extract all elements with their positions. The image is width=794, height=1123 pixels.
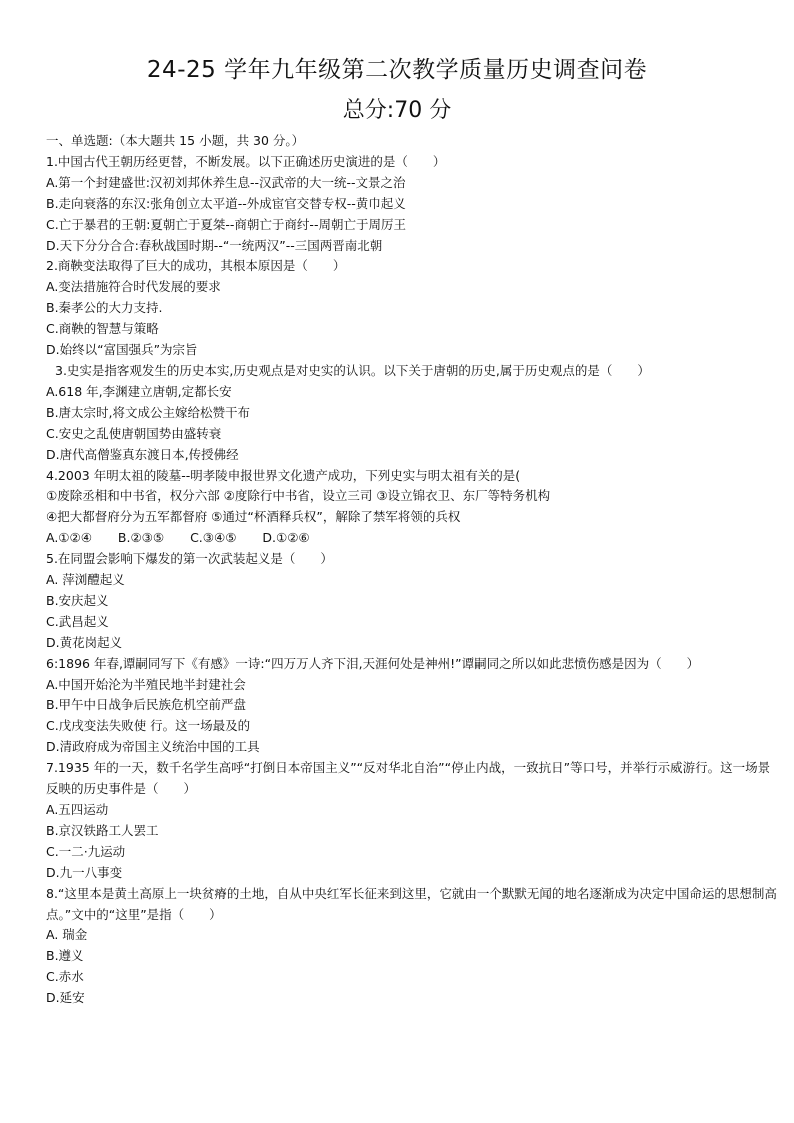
option-d: D.黄花岗起义	[46, 634, 123, 650]
option-a: A. 瑞金	[46, 927, 88, 943]
option-a: A. 萍浏醴起义	[46, 572, 125, 588]
option-d: D.始终以“富国强兵”为宗旨	[46, 342, 198, 358]
option-b: B.京汉铁路工人罢工	[46, 822, 159, 838]
question-2	[46, 256, 781, 361]
option-a: A.五四运动	[46, 802, 109, 817]
option-b: B.唐太宗时,将文成公主嫁给松赞干布	[46, 404, 251, 420]
question-7	[46, 758, 781, 883]
option-b: B.安庆起义	[46, 592, 109, 608]
question-stem: 4.2003 年明太祖的陵墓--明孝陵申报世界文化遗产成功，下列史实与明太祖有关的是(	[46, 467, 521, 483]
option-b: B.甲午中日战争后民族危机空前严盘	[46, 697, 247, 713]
question-4	[46, 466, 781, 550]
section-heading: 一、单选题:（本大题共 15 小题，共 30 分。）	[46, 133, 305, 148]
option-c: C.戊戌变法失败使 行。这一场最及的	[46, 718, 251, 734]
option-d: D.清政府成为帝国主义统治中国的工具	[46, 739, 260, 755]
total-score: 总分:70 分	[342, 98, 452, 123]
statement-line: ④把大都督府分为五军都督府 ⑤通过“杯酒释兵权”，解除了禁军将领的兵权	[46, 509, 461, 525]
option-c: C.安史之乱使唐朝国势由盛转衰	[46, 425, 222, 441]
exam-content	[46, 131, 781, 1009]
question-8	[46, 884, 781, 1009]
question-stem: 5.在同盟会影响下爆发的第一次武装起义是（ ）	[46, 551, 333, 567]
option-c: C.亡于暴君的王朝:夏朝亡于夏桀--商朝亡于商纣--周朝亡于周厉王	[46, 216, 406, 232]
option-b: B.秦孝公的大力支持.	[46, 300, 163, 316]
option-c: C.一二·九运动	[46, 843, 126, 859]
option-c: C.赤水	[46, 969, 84, 985]
question-stem: 3.史实是指客观发生的历史本实,历史观点是对史实的认识。以下关于唐朝的历史,属于历史观点的是（ ）	[55, 362, 650, 378]
question-stem: 8.“这里本是黄土高原上一块贫瘠的土地，自从中央红军长征来到这里，它就由一个默默无闻的地名逐渐成为决定中国命运的思想制高点。”文中的“这里”是指（ ）	[46, 885, 777, 922]
option-b: B.走向衰落的东汉:张角创立太平道--外成宦官交替专权--黄巾起义	[46, 195, 406, 211]
question-6	[46, 654, 781, 759]
option-a: A.变法措施符合时代发展的要求	[46, 279, 221, 295]
choice-d: D.①②⑥	[262, 530, 310, 546]
question-stem: 2.商鞅变法取得了巨大的成功，其根本原因是（ ）	[46, 258, 346, 274]
choice-c: C.③④⑤	[190, 530, 237, 546]
statement-line: ①废除丞相和中书省，权分六部 ②度除行中书省，设立三司 ③设立锦衣卫、东厂等特务机构	[46, 488, 551, 504]
option-b: B.遵义	[46, 948, 84, 964]
question-stem: 7.1935 年的一天，数千名学生高呼“打倒日本帝国主义”“反对华北自治”“停止内战，一致抗日”等口号，并举行示威游行。这一场景反映的历史事件是（ ）	[46, 760, 771, 797]
question-3	[46, 361, 781, 466]
option-d: D.天下分分合合:春秋战国时期--“一统两汉”--三国两晋南北朝	[46, 237, 383, 253]
page-title: 24-25 学年九年级第二次教学质量历史调查问卷	[146, 57, 648, 83]
option-d: D.唐代高僧鉴真东渡日本,传授佛经	[46, 446, 239, 462]
option-a: A.618 年,李渊建立唐朝,定都长安	[46, 383, 232, 399]
question-5	[46, 549, 781, 654]
question-stem: 6:1896 年春,谭嗣同写下《有感》一诗:“四万万人齐下泪,天涯何处是神州!”谭嗣同之所以如此悲愤伤感是因为（ ）	[46, 655, 700, 671]
choice-a: A.①②④	[46, 530, 92, 546]
option-a: A.第一个封建盛世:汉初刘邦休养生息--汉武帝的大一统--文景之治	[46, 174, 406, 190]
question-stem: 1.中国古代王朝历经更替，不断发展。以下正确述历史演进的是（ ）	[46, 153, 446, 169]
option-c: C.商鞅的智慧与策略	[46, 321, 159, 337]
option-d: D.延安	[46, 990, 85, 1006]
option-a: A.中国开始沦为半殖民地半封建社会	[46, 676, 246, 692]
answer-choices	[46, 528, 781, 549]
option-d: D.九一八事变	[46, 864, 123, 880]
question-1	[46, 152, 781, 257]
choice-b: B.②③⑤	[117, 530, 165, 546]
option-c: C.武昌起义	[46, 613, 109, 629]
